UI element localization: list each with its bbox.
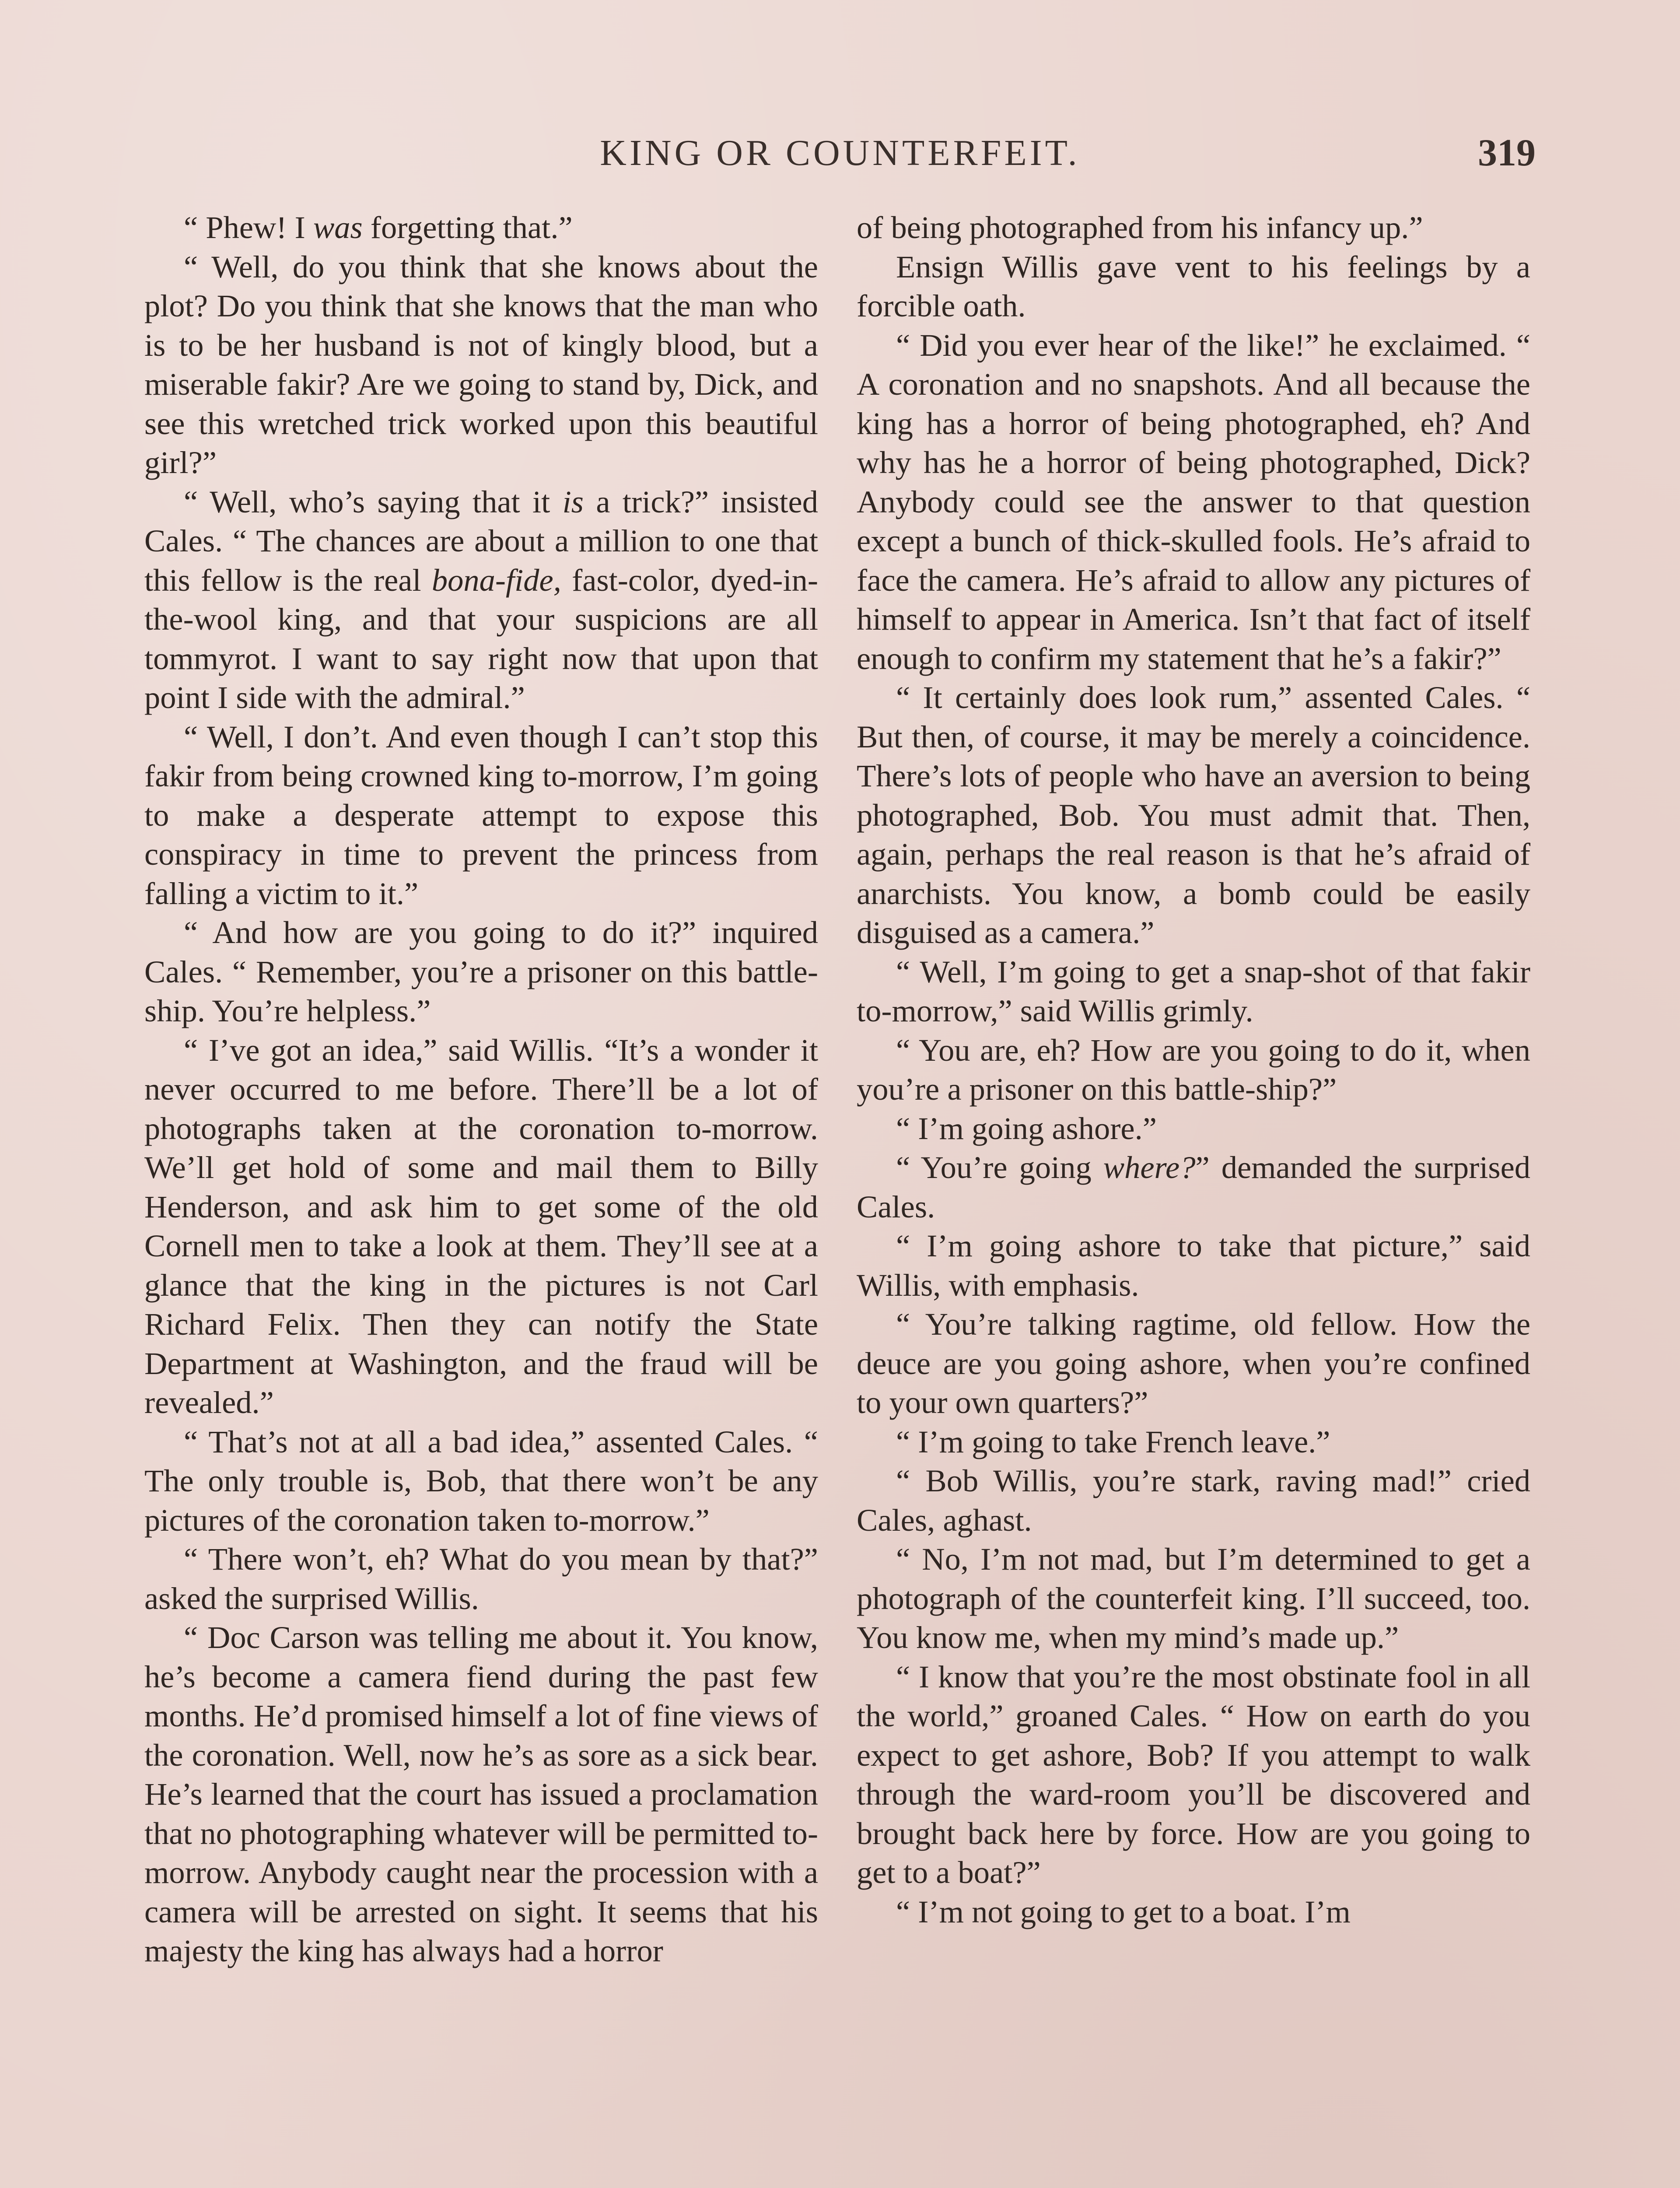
text-run: “ Phew! I: [184, 210, 313, 245]
italic-text: where?: [1103, 1150, 1196, 1185]
text-run: “ That’s not at all a bad idea,” assented Cales. “ The only trouble is, Bob, that there won’t be any pictures of the coronation taken to-morrow.”: [144, 1424, 818, 1538]
paragraph: [857, 1304, 1530, 1422]
paragraph: [857, 1422, 1530, 1462]
text-run: “ No, I’m not mad, but I’m determined to get a photograph of the counterfeit king. I’ll succeed, too. You know me, when my mind’s made up.”: [857, 1541, 1530, 1655]
text-run: “ There won’t, eh? What do you mean by that?” asked the surprised Willis.: [144, 1541, 818, 1616]
text-run: “ Doc Carson was telling me about it. You know, he’s become a camera fiend during the past few months. He’d promised himself a lot of fine views of the coronation. Well, now he’s as sore as a sick bear. He’s learned that the court has issued a proclamation that no photographing whatever will be permitted to-morrow. Anybody caught near the procession with a camera will be arrested on sight. It seems that his majesty the king has always had a horror: [144, 1620, 818, 1968]
page-number: 319: [1478, 132, 1536, 174]
text-run: “ And how are you going to do it?” inquired Cales. “ Remember, you’re a prisoner on this battle-ship. You’re helpless.”: [144, 915, 818, 1028]
running-title: KING OR COUNTERFEIT.: [600, 133, 1080, 173]
text-run: Ensign Willis gave vent to his feelings by a forcible oath.: [857, 249, 1530, 323]
paragraph: [857, 1109, 1530, 1148]
paragraph: [857, 326, 1530, 678]
text-run: “ It certainly does look rum,” assented Cales. “ But then, of course, it may be merely a coincidence. There’s lots of people who have an aversion to being photographed, Bob. You must admit that. Then, again, perhaps the real reason is that he’s afraid of anarchists. You know, a bomb could be easily disguised as a camera.”: [857, 680, 1530, 950]
right-column: [857, 208, 1530, 2188]
paragraph: [144, 717, 818, 913]
paragraph: [144, 482, 818, 717]
text-run: “ You’re going: [896, 1150, 1103, 1185]
paragraph: [857, 1226, 1530, 1304]
text-run: “ Well, do you think that she knows about the plot? Do you think that she knows that the man who is to be her husband is not of kingly blood, but a miserable fakir? Are we going to stand by, Dick, and see this wretched trick worked upon this beautiful girl?”: [144, 249, 818, 480]
text-run: a trick?” insisted Cales. “ The chances are about a million to one that this fellow is the real: [144, 484, 818, 598]
text-run: fast-color, dyed-in-the-wool king, and that your suspicions are all tommyrot. I want to say right now that upon that point I side with the admiral.”: [144, 562, 818, 715]
paragraph: [857, 1892, 1530, 1932]
paragraph: [144, 913, 818, 1031]
text-run: “ Well, I’m going to get a snap-shot of that fakir to-morrow,” said Willis grimly.: [857, 954, 1530, 1028]
paragraph: [857, 1539, 1530, 1657]
text-run: “ I know that you’re the most obstinate fool in all the world,” groaned Cales. “ How on earth do you expect to get ashore, Bob? If you attempt to walk through the ward-room you’ll be discovered and brought back here by force. How are you going to get to a boat?”: [857, 1659, 1530, 1890]
text-run: ” demanded the surprised Cales.: [857, 1150, 1531, 1224]
paragraph: [144, 208, 818, 247]
italic-text: is: [562, 484, 584, 519]
paragraph: [144, 247, 818, 482]
paragraph: [857, 247, 1530, 326]
paragraph: [144, 1539, 818, 1618]
text-run: “ Did you ever hear of the like!” he exclaimed. “ A coronation and no snapshots. And all because the king has a horror of being photographed, eh? And why has he a horror of being photographed, Dick? Anybody could see the answer to that question except a bunch of thick-skulled fools. He’s afraid to face the camera. He’s afraid to allow any pictures of himself to appear in America. Isn’t that fact of itself enough to confirm my statement that he’s a fakir?”: [857, 327, 1530, 676]
paragraph: [857, 678, 1530, 952]
text-run: “ Bob Willis, you’re stark, raving mad!” cried Cales, aghast.: [857, 1463, 1530, 1538]
left-column: [144, 208, 818, 2188]
text-run: “ Well, who’s saying that it: [184, 484, 563, 519]
text-run: “ You’re talking ragtime, old fellow. How the deuce are you going ashore, when you’re confined to your own quarters?”: [857, 1306, 1530, 1420]
text-run: of being photographed from his infancy up.”: [857, 210, 1423, 245]
paragraph: [857, 952, 1530, 1031]
italic-text: was: [313, 210, 363, 245]
paragraph: [144, 1031, 818, 1422]
paragraph: [857, 1031, 1530, 1109]
paragraph: [857, 1657, 1530, 1892]
text-run: forgetting that.”: [362, 210, 573, 245]
running-head: [144, 127, 1536, 179]
text-run: “ I’m going ashore.”: [896, 1110, 1157, 1146]
text-run: “ I’ve got an idea,” said Willis. “It’s a wonder it never occurred to me before. There’ll be a lot of photographs taken at the coronation to-morrow. We’ll get hold of some and mail them to Billy Henderson, and ask him to get some of the old Cornell men to take a look at them. They’ll see at a glance that the king in the pictures is not Carl Richard Felix. Then they can notify the State Department at Washington, and the fraud will be revealed.”: [144, 1032, 818, 1420]
paragraph: [857, 1461, 1530, 1539]
italic-text: bona-fide,: [431, 562, 561, 598]
paragraph: [857, 208, 1530, 247]
paragraph: [144, 1422, 818, 1540]
text-run: “ I’m going to take French leave.”: [896, 1424, 1330, 1459]
paragraph: [857, 1148, 1530, 1226]
text-run: “ Well, I don’t. And even though I can’t stop this fakir from being crowned king to-morrow, I’m going to make a desperate attempt to expose this conspiracy in time to prevent the princess from falling a victim to it.”: [144, 719, 818, 911]
text-run: “ You are, eh? How are you going to do it, when you’re a prisoner on this battle-ship?”: [857, 1032, 1530, 1107]
text-run: “ I’m going ashore to take that picture,” said Willis, with emphasis.: [857, 1228, 1530, 1303]
paragraph: [144, 1618, 818, 1971]
text-run: “ I’m not going to get to a boat. I’m: [896, 1893, 1351, 1929]
